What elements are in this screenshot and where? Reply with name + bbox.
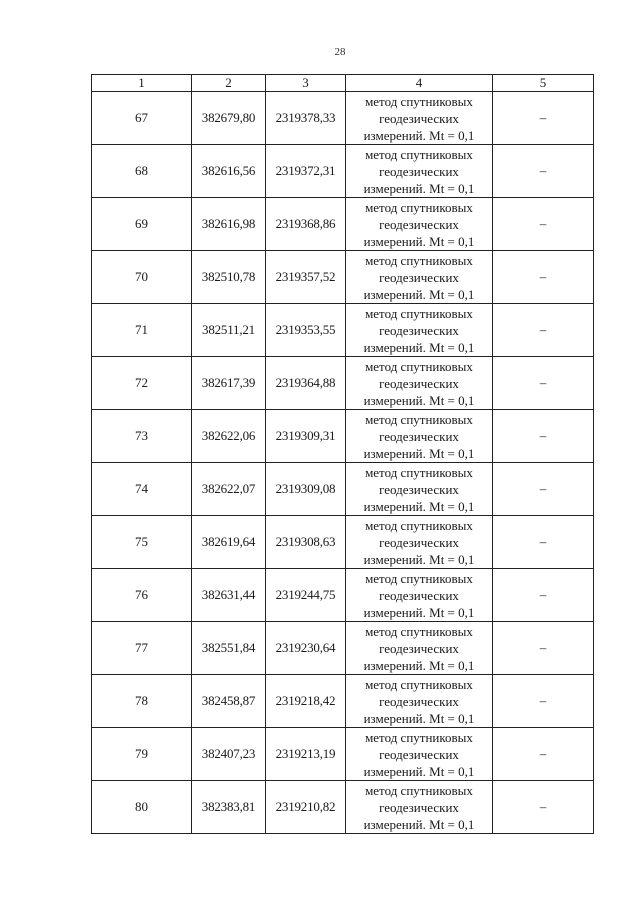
coordinate-y: 2319309,08 [266,463,346,516]
point-number: 69 [92,198,192,251]
coordinate-y: 2319244,75 [266,569,346,622]
method-line: метод спутниковых [365,411,473,427]
point-number: 68 [92,145,192,198]
header-col-1: 1 [92,75,192,92]
point-number: 70 [92,251,192,304]
method-line: измерений. Mt = 0,1 [363,127,475,143]
method-line: геодезических [379,746,459,762]
coordinate-y: 2319357,52 [266,251,346,304]
point-number: 73 [92,410,192,463]
coordinate-x: 382616,56 [192,145,266,198]
method-description [346,675,493,728]
method-line: геодезических [379,163,459,179]
point-number: 67 [92,92,192,145]
method-line: метод спутниковых [365,676,473,692]
method-description [346,781,493,834]
note-cell: – [493,198,594,251]
coordinate-y: 2319308,63 [266,516,346,569]
table-row [92,92,594,145]
point-number: 76 [92,569,192,622]
table-row [92,357,594,410]
method-description [346,728,493,781]
note-cell: – [493,357,594,410]
note-cell: – [493,251,594,304]
method-line: измерений. Mt = 0,1 [363,763,475,779]
coordinate-x: 382383,81 [192,781,266,834]
method-line: измерений. Mt = 0,1 [363,657,475,673]
coordinate-x: 382458,87 [192,675,266,728]
method-description [346,463,493,516]
method-line: измерений. Mt = 0,1 [363,180,475,196]
coordinate-x: 382407,23 [192,728,266,781]
note-cell: – [493,675,594,728]
point-number: 75 [92,516,192,569]
note-cell: – [493,145,594,198]
coordinate-y: 2319230,64 [266,622,346,675]
method-line: геодезических [379,269,459,285]
note-cell: – [493,92,594,145]
coordinates-table [91,74,594,834]
table-row [92,622,594,675]
table-row [92,304,594,357]
header-col-3: 3 [266,75,346,92]
method-line: метод спутниковых [365,252,473,268]
table-row [92,463,594,516]
coordinate-x: 382511,21 [192,304,266,357]
coordinate-x: 382510,78 [192,251,266,304]
method-description [346,622,493,675]
method-line: измерений. Mt = 0,1 [363,445,475,461]
table-row [92,675,594,728]
note-cell: – [493,728,594,781]
header-col-5: 5 [493,75,594,92]
table-row [92,728,594,781]
coordinate-y: 2319378,33 [266,92,346,145]
header-col-4: 4 [346,75,493,92]
table-row [92,781,594,834]
method-description [346,410,493,463]
method-line: геодезических [379,534,459,550]
method-line: геодезических [379,587,459,603]
method-description [346,569,493,622]
method-line: метод спутниковых [365,517,473,533]
point-number: 80 [92,781,192,834]
coordinate-y: 2319368,86 [266,198,346,251]
note-cell: – [493,569,594,622]
coordinate-y: 2319309,31 [266,410,346,463]
note-cell: – [493,410,594,463]
method-line: измерений. Mt = 0,1 [363,498,475,514]
method-description [346,516,493,569]
method-line: измерений. Mt = 0,1 [363,604,475,620]
header-col-2: 2 [192,75,266,92]
method-line: геодезических [379,481,459,497]
method-line: геодезических [379,799,459,815]
method-description [346,304,493,357]
method-line: метод спутниковых [365,93,473,109]
method-line: метод спутниковых [365,464,473,480]
method-line: измерений. Mt = 0,1 [363,286,475,302]
table-row [92,569,594,622]
method-description [346,251,493,304]
method-line: метод спутниковых [365,358,473,374]
method-line: геодезических [379,693,459,709]
method-line: измерений. Mt = 0,1 [363,816,475,832]
table-row [92,516,594,569]
note-cell: – [493,516,594,569]
coordinate-y: 2319353,55 [266,304,346,357]
note-cell: – [493,463,594,516]
method-line: геодезических [379,640,459,656]
coordinate-x: 382622,07 [192,463,266,516]
coordinate-x: 382679,80 [192,92,266,145]
method-line: геодезических [379,375,459,391]
method-line: метод спутниковых [365,305,473,321]
coordinate-y: 2319364,88 [266,357,346,410]
method-line: метод спутниковых [365,146,473,162]
point-number: 71 [92,304,192,357]
method-line: метод спутниковых [365,199,473,215]
coordinate-x: 382619,64 [192,516,266,569]
method-line: геодезических [379,322,459,338]
point-number: 72 [92,357,192,410]
table-row [92,198,594,251]
method-line: геодезических [379,428,459,444]
table-row [92,251,594,304]
coordinate-x: 382617,39 [192,357,266,410]
method-line: измерений. Mt = 0,1 [363,233,475,249]
method-line: измерений. Mt = 0,1 [363,339,475,355]
point-number: 74 [92,463,192,516]
method-line: геодезических [379,216,459,232]
coordinate-x: 382631,44 [192,569,266,622]
method-description [346,145,493,198]
method-description [346,198,493,251]
method-line: метод спутниковых [365,570,473,586]
method-description [346,357,493,410]
page-number: 28 [334,46,346,58]
point-number: 78 [92,675,192,728]
table-row [92,145,594,198]
coordinate-y: 2319372,31 [266,145,346,198]
table-row [92,410,594,463]
method-line: метод спутниковых [365,782,473,798]
method-line: метод спутниковых [365,729,473,745]
method-line: измерений. Mt = 0,1 [363,551,475,567]
coordinate-x: 382616,98 [192,198,266,251]
method-line: метод спутниковых [365,623,473,639]
method-line: измерений. Mt = 0,1 [363,710,475,726]
point-number: 79 [92,728,192,781]
point-number: 77 [92,622,192,675]
coordinate-x: 382551,84 [192,622,266,675]
coordinate-x: 382622,06 [192,410,266,463]
method-line: измерений. Mt = 0,1 [363,392,475,408]
coordinate-y: 2319213,19 [266,728,346,781]
note-cell: – [493,622,594,675]
coordinate-y: 2319218,42 [266,675,346,728]
coordinate-y: 2319210,82 [266,781,346,834]
method-description [346,92,493,145]
method-line: геодезических [379,110,459,126]
note-cell: – [493,304,594,357]
note-cell: – [493,781,594,834]
header-row [92,75,594,92]
